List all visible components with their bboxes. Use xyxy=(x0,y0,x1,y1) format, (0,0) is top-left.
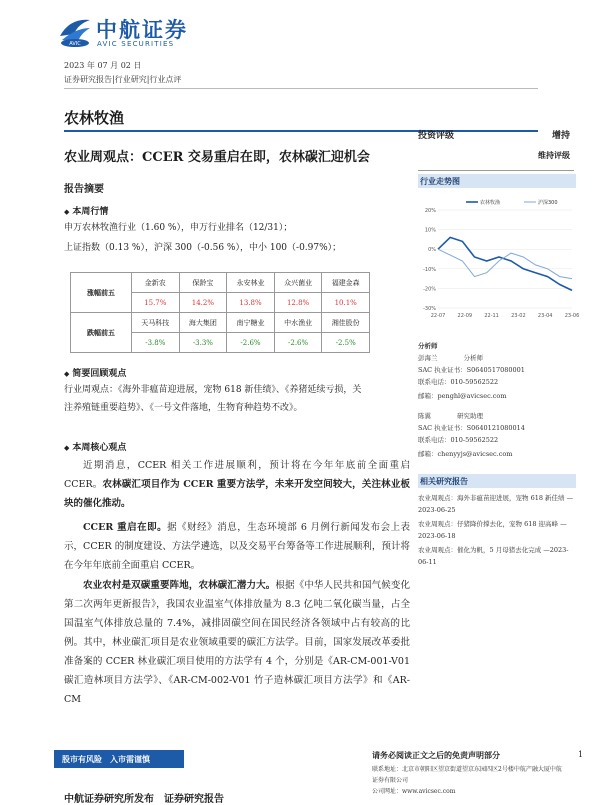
gainer-name: 福建金森 xyxy=(322,273,370,293)
gainer-name: 保龄宝 xyxy=(179,273,227,293)
related-title: 相关研究报告 xyxy=(418,474,576,488)
week-market-line2: 上证指数（0.13 %），沪深 300（-0.56 %），中小 100（-0.97%）； xyxy=(64,243,342,253)
gainer-name: 永安林业 xyxy=(227,273,275,293)
y-tick-label: -30% xyxy=(423,306,436,312)
analyst-2-name: 陈翼 研究助理 xyxy=(418,412,483,420)
x-tick-label: 23-02 xyxy=(511,313,526,319)
gainers-row xyxy=(71,273,370,293)
analysts-title: 分析师 xyxy=(418,342,438,350)
core-paragraph-2: CCER 重启在即。据《财经》消息，生态环境部 6 月例行新闻发布会上表示，CCER 的制度建设、方法学遴选，以及交易平台筹备等工作进展顺利，预计将在今年年底前全面重启 CCER。 xyxy=(64,522,410,571)
rating-label: 投资评级 xyxy=(418,131,455,141)
industry-trend-chart xyxy=(416,196,580,326)
review-heading: ◆ 简要回顾观点 xyxy=(64,369,127,379)
trend-title: 行业走势图 xyxy=(418,174,576,188)
logo-abbr: AVIC xyxy=(69,41,81,47)
summary-title: 报告摘要 xyxy=(64,184,104,195)
footer-address: 联系地址：北京市朝阳区望京街道望京东园四区2号楼中航产融大厦中航证券有限公司 公司网址：www.avicsec.com xyxy=(372,766,562,795)
gainer-pct: 12.8% xyxy=(274,293,322,313)
series-line-1 xyxy=(438,249,572,278)
series-line-0 xyxy=(438,237,572,290)
x-tick-label: 22-09 xyxy=(457,313,473,319)
y-tick-label: 10% xyxy=(424,227,436,234)
brand-name-cn: 中航证券 xyxy=(96,18,188,42)
gainers-label: 涨幅前五 xyxy=(71,273,132,313)
y-tick-label: 20% xyxy=(424,208,436,214)
rating-divider xyxy=(418,170,574,171)
analyst-1-name: 彭海兰 分析师 xyxy=(418,354,483,362)
gainer-name: 众兴菌业 xyxy=(274,273,322,293)
y-tick-label: -20% xyxy=(423,286,436,293)
y-tick-label: -10% xyxy=(423,266,436,273)
bottom-publisher: 中航证券研究所发布 证券研究报告 xyxy=(64,794,224,805)
loser-pct: -2.6% xyxy=(274,333,322,353)
report-date: 2023 年 07 月 02 日 xyxy=(64,61,142,70)
related-report-1[interactable]: 农业周观点：海外非瘟苗迎进展，宠物 618 新佳绩 —2023-06-25 xyxy=(418,494,574,514)
gainer-name: 金新农 xyxy=(132,273,180,293)
x-tick-label: 22-11 xyxy=(484,313,499,319)
breadcrumb: 证券研究报告|行业研究|行业点评 xyxy=(64,75,182,84)
diamond-icon: ◆ xyxy=(64,207,70,216)
analyst-1-phone: 联系电话：010-59562522 xyxy=(418,378,499,386)
gainer-pct: 10.1% xyxy=(322,293,370,313)
rating-sub: 维持评级 xyxy=(538,150,570,160)
gainer-pct: 14.2% xyxy=(179,293,227,313)
legend-label: 农林牧渔 xyxy=(480,200,501,206)
related-report-2[interactable]: 农业周观点：仔猪降价撑去化，宠物 618 迎高峰 —2023-06-18 xyxy=(418,520,567,540)
gainer-pct: 13.8% xyxy=(227,293,275,313)
avic-logo-icon xyxy=(58,16,92,48)
x-tick-label: 23-06 xyxy=(564,313,580,319)
loser-pct: -3.8% xyxy=(132,333,180,353)
loser-pct: -3.3% xyxy=(179,333,227,353)
loser-name: 中水渔业 xyxy=(274,313,322,333)
core-paragraph-1: 近期消息，CCER 相关工作进展顺利，预计将在今年年底前全面重启 CCER。农林碳汇项目作为 CCER 重要方法学，未来开发空间较大，关注林业板块的催化推动。 xyxy=(64,460,410,509)
rating-value: 增持 xyxy=(551,131,570,141)
analyst-1-sac: SAC 执业证书：S0640517080001 xyxy=(418,366,525,374)
losers-label: 跌幅前五 xyxy=(71,313,132,353)
header-divider xyxy=(64,88,538,89)
analyst-2-phone: 联系电话：010-59562522 xyxy=(418,436,499,444)
related-report-3[interactable]: 农业周观点：催化为帆，5 月母猪去化完成 —2023-06-11 xyxy=(418,546,569,566)
loser-name: 南宁糖业 xyxy=(227,313,275,333)
loser-pct: -2.5% xyxy=(322,333,370,353)
week-market-heading: ◆ 本周行情 xyxy=(64,207,109,217)
analyst-2-email[interactable]: 邮箱：chenyyjs@avicsec.com xyxy=(418,450,513,458)
core-heading: ◆ 本周核心观点 xyxy=(64,443,127,453)
footer-site: 公司网址：www.avicsec.com xyxy=(372,788,456,795)
review-line1: 行业周观点：《海外非瘟苗迎进展，宠物 618 新佳绩》、《养猪延续亏损，关 xyxy=(64,385,362,395)
diamond-icon: ◆ xyxy=(64,443,70,452)
report-headline: 农业周观点：CCER 交易重启在即，农林碳汇迎机会 xyxy=(64,150,370,165)
movers-table xyxy=(70,272,370,353)
loser-name: 天马科技 xyxy=(132,313,180,333)
losers-row xyxy=(71,313,370,333)
risk-warning-bar: 股市有风险 入市需谨慎 xyxy=(54,750,184,768)
x-tick-label: 23-04 xyxy=(537,313,553,319)
gainer-pct: 15.7% xyxy=(132,293,180,313)
disclaimer-note: 请务必阅读正文之后的免责声明部分 xyxy=(372,750,500,760)
analyst-1-email[interactable]: 邮箱：penghl@avicsec.com xyxy=(418,392,507,400)
loser-pct: -2.6% xyxy=(227,333,275,353)
loser-name: 湘佳股份 xyxy=(322,313,370,333)
core-paragraph-3: 农业农村是双碳重要阵地，农林碳汇潜力大。根据《中华人民共和国气候变化第二次两年更新报告》，我国农业温室气体排放量为 8.3 亿吨二氧化碳当量，占全国温室气体排放总量的 7.4%，减排固碳空间在国民经济各领域中占有较高的比例。其中，林业碳汇项目是农业领域重要的碳汇方法学。目前，国家发展改革委批准备案的 CCER 林业碳汇项目使用的方法学有 4 个，分别是《AR-CM-001-V01 碳汇造林项目方法学》、《AR-CM-002-V01 竹子造林碳汇项目方法学》和《AR-CM xyxy=(64,580,410,705)
week-market-line1: 申万农林牧渔行业（1.60 %），申万行业排名（12/31）； xyxy=(64,223,293,233)
brand-name-en: AVIC SECURITIES xyxy=(97,40,175,48)
sector-title: 农林牧渔 xyxy=(64,109,125,127)
sector-divider xyxy=(64,130,538,132)
diamond-icon: ◆ xyxy=(64,369,70,378)
analyst-2-sac: SAC 执业证书：S0640121080014 xyxy=(418,424,525,432)
review-line2: 注养殖链重要趋势》、《一号文件落地，生物育种趋势不改》。 xyxy=(64,403,303,413)
page-number: 1 xyxy=(578,750,584,759)
loser-name: 海大集团 xyxy=(179,313,227,333)
x-tick-label: 22-07 xyxy=(430,313,446,319)
legend-label: 沪深300 xyxy=(538,200,558,206)
y-tick-label: 0% xyxy=(428,247,436,254)
